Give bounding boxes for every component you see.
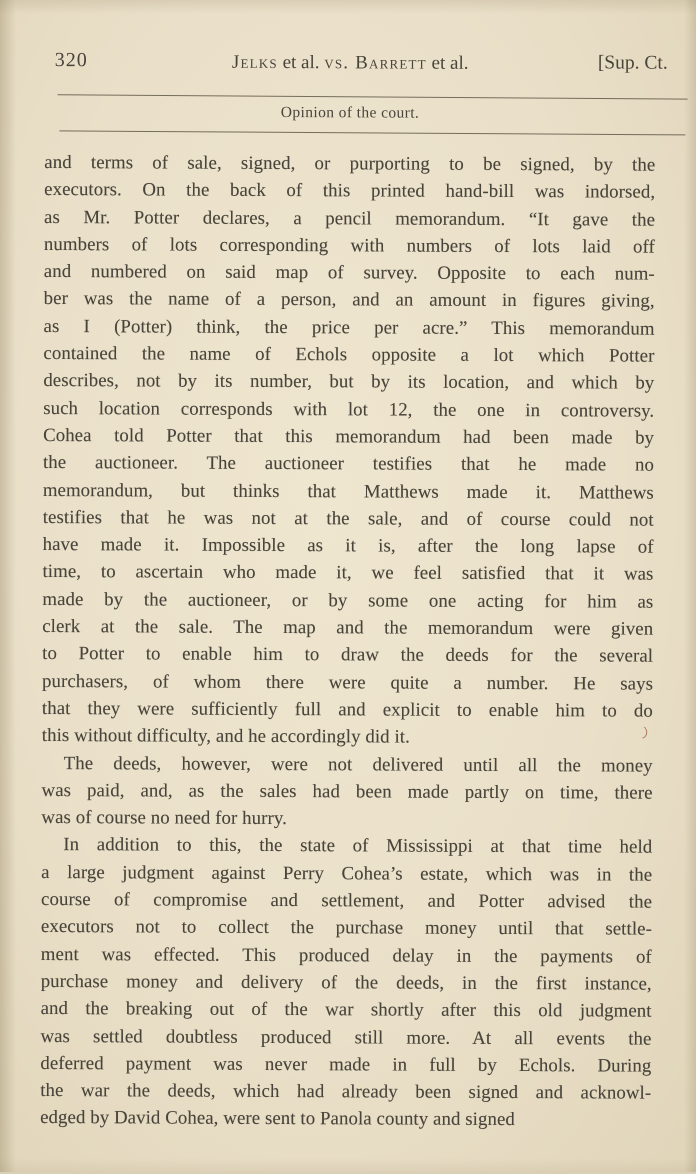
text-line: The deeds, however, were not delivered until all the money bbox=[63, 752, 653, 777]
header-divider-bottom bbox=[59, 130, 685, 135]
text-line: In addition to this, the state of Mississippi at that time held bbox=[63, 834, 653, 859]
text-line: to Potter to enable him to draw the deeds for the several bbox=[42, 643, 654, 667]
text-line: numbers of lots corresponding with numbers of lots laid off bbox=[43, 233, 655, 258]
text-line: contained the name of Echols opposite a lot which Potter bbox=[43, 343, 655, 367]
text-line: that they were sufficiently full and explicit to enable him to do bbox=[41, 697, 653, 722]
text-line: time, to ascertain who made it, we feel satisfied that it was bbox=[42, 561, 654, 586]
party-two-name: Barrett bbox=[355, 52, 427, 74]
text-line: executors not to collect the purchase money until that settle- bbox=[40, 916, 652, 940]
header-divider-top bbox=[58, 94, 688, 99]
versus-label: vs. bbox=[324, 52, 356, 74]
text-line: deferred payment was never made in full by Echols. During bbox=[40, 1052, 652, 1077]
text-line: purchasers, of whom there were quite a number. He says bbox=[41, 670, 654, 695]
text-line: and numbered on said map of survey. Opposite to each num- bbox=[43, 261, 655, 285]
case-title bbox=[45, 51, 656, 76]
text-line: clerk at the sale. The map and the memorandum were given bbox=[42, 616, 654, 640]
text-line: a large judgment against Perry Cohea’s estate, which was in the bbox=[41, 861, 653, 886]
text-line: describes, not by its number, but by its location, and which by bbox=[43, 370, 655, 395]
opinion-body bbox=[40, 149, 655, 1134]
text-line: was of course no need for hurry. bbox=[41, 807, 288, 830]
text-line: and terms of sale, signed, or purporting to be signed, by the bbox=[44, 151, 656, 176]
text-line: course of compromise and settlement, and Potter advised the bbox=[41, 888, 653, 913]
text-line: edged by David Cohea, were sent to Panola county and signed bbox=[40, 1107, 515, 1131]
text-line: ber was the name of a person, and an amount in figures giving, bbox=[43, 288, 655, 313]
text-line: was settled doubtless produced still more. At all events the bbox=[40, 1025, 652, 1050]
text-line: made by the auctioneer, or by some one acting for him as bbox=[42, 588, 654, 613]
text-line: testifies that he was not at the sale, and of course could not bbox=[42, 506, 654, 531]
text-line: the war the deeds, which had already been signed and acknowl- bbox=[40, 1080, 652, 1104]
text-line: and the breaking out of the war shortly after this old judgment bbox=[40, 998, 652, 1022]
court-reference: [Sup. Ct. bbox=[597, 52, 668, 74]
text-line: was paid, and, as the sales had been made partly on time, there bbox=[41, 779, 653, 804]
et-al-two: et al. bbox=[426, 52, 469, 74]
page-number: 320 bbox=[54, 49, 88, 72]
text-line: have made it. Impossible as it is, after the long lapse of bbox=[42, 534, 654, 558]
et-al-one: et al. bbox=[277, 51, 325, 74]
text-line: memorandum, but thinks that Matthews made it. Matthews bbox=[42, 479, 654, 504]
text-line: as I (Potter) think, the price per acre.” This memorandum bbox=[43, 315, 655, 340]
text-line: as Mr. Potter declares, a pencil memorandum. “It gave the bbox=[44, 206, 656, 231]
text-line: such location corresponds with lot 12, the one in controversy. bbox=[43, 397, 655, 422]
text-line: the auctioneer. The auctioneer testifies that he made no bbox=[42, 452, 655, 476]
text-line: ment was effected. This produced delay in the payments of bbox=[40, 943, 652, 968]
party-one-name: Jelks bbox=[231, 51, 278, 73]
text-line: executors. On the back of this printed hand-bill was indorsed, bbox=[44, 179, 656, 203]
text-line: this without difficulty, and he accordingly did it. bbox=[41, 725, 410, 748]
running-head: Opinion of the court. bbox=[280, 104, 420, 122]
text-line: purchase money and delivery of the deeds, in the first instance, bbox=[40, 970, 652, 995]
text-line: Cohea told Potter that this memorandum had been made by bbox=[43, 424, 655, 449]
